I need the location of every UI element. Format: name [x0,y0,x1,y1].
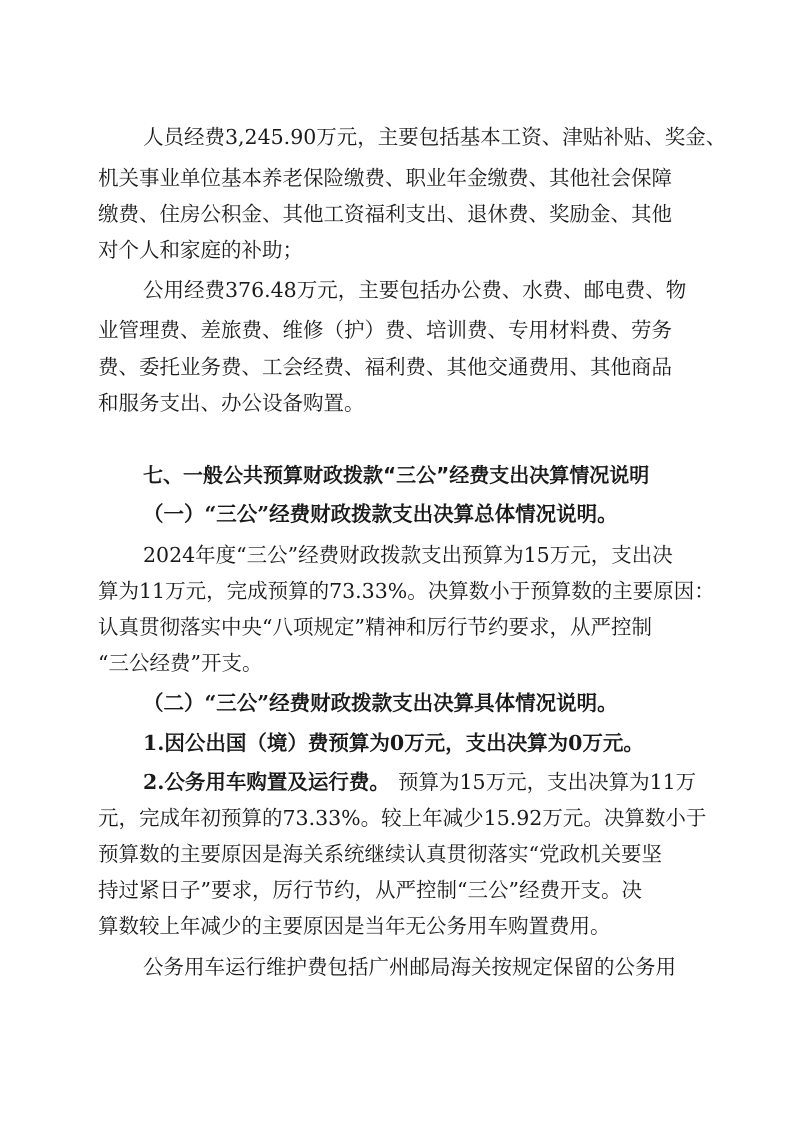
text-line: “三公经费”开支。 [98,651,263,675]
item-2-line-5 [0,908,799,944]
paragraph-vehicle-line-1 [0,949,799,985]
text-line: 缴费、住房公积金、其他工资福利支出、退休费、奖励金、其他 [98,202,672,226]
paragraph-overall-line-3 [0,609,799,645]
text-line: 预算为15万元，支出决算为11万 [398,770,697,794]
paragraph-overall-line-1 [0,537,799,573]
item-1-text: 1.因公出国（境）费预算为0万元，支出决算为0万元。 [143,731,644,755]
paragraph-personnel-line-3 [0,196,799,232]
text-line: 预算数的主要原因是海关系统继续认真贯彻落实“党政机关要坚 [98,842,662,866]
section-heading [0,457,799,493]
paragraph-personnel-line-1 [0,119,799,155]
text-line: 认真贯彻落实中央“八项规定”精神和厉行节约要求，从严控制 [98,615,652,639]
paragraph-overall-line-4 [0,645,799,681]
subheading-2-text: （二）“三公”经费财政拨款支出决算具体情况说明。 [143,691,618,715]
text-line: 对个人和家庭的补助； [98,238,303,262]
subheading-2 [0,685,799,721]
text-line: 人员经费3,245.90万元，主要包括基本工资、津贴补贴、奖金、 [143,125,727,149]
subheading-1 [0,496,799,532]
text-line: 和服务支出、办公设备购置。 [98,391,365,415]
text-line: 元，完成年初预算的73.33%。较上年减少15.92万元。决算数小于 [98,806,707,830]
paragraph-public-line-1 [0,272,799,308]
text-line: 算数较上年减少的主要原因是当年无公务用车购置费用。 [98,914,611,938]
text-line: 业管理费、差旅费、维修（护）费、培训费、专用材料费、劳务 [98,318,672,342]
text-line: 机关事业单位基本养老保险缴费、职业年金缴费、其他社会保障 [98,166,672,190]
paragraph-personnel-line-2 [0,160,799,196]
item-2-line-3 [0,836,799,872]
paragraph-overall-line-2 [0,573,799,609]
paragraph-public-line-3 [0,349,799,385]
item-2-line-1 [0,764,799,800]
paragraph-public-line-2 [0,312,799,348]
paragraph-personnel-line-4 [0,232,799,268]
text-line: 算为11万元，完成预算的73.33%。决算数小于预算数的主要原因： [98,579,715,603]
item-2-label: 2.公务用车购置及运行费。 [143,770,390,794]
item-2-line-4 [0,872,799,908]
item-2-line-2 [0,800,799,836]
text-line: 持过紧日子”要求，厉行节约，从严控制“三公”经费开支。决 [98,878,642,902]
subheading-1-text: （一）“三公”经费财政拨款支出决算总体情况说明。 [143,502,618,526]
section-heading-text: 七、一般公共预算财政拨款“三公”经费支出决算情况说明 [143,463,650,487]
text-line: 费、委托业务费、工会经费、福利费、其他交通费用、其他商品 [98,355,672,379]
text-line: 2024年度“三公”经费财政拨款支出预算为15万元，支出决 [143,543,673,567]
paragraph-public-line-4 [0,385,799,421]
text-line: 公务用车运行维护费包括广州邮局海关按规定保留的公务用 [143,955,676,979]
text-line: 公用经费376.48万元，主要包括办公费、水费、邮电费、物 [143,278,687,302]
item-1 [0,725,799,761]
